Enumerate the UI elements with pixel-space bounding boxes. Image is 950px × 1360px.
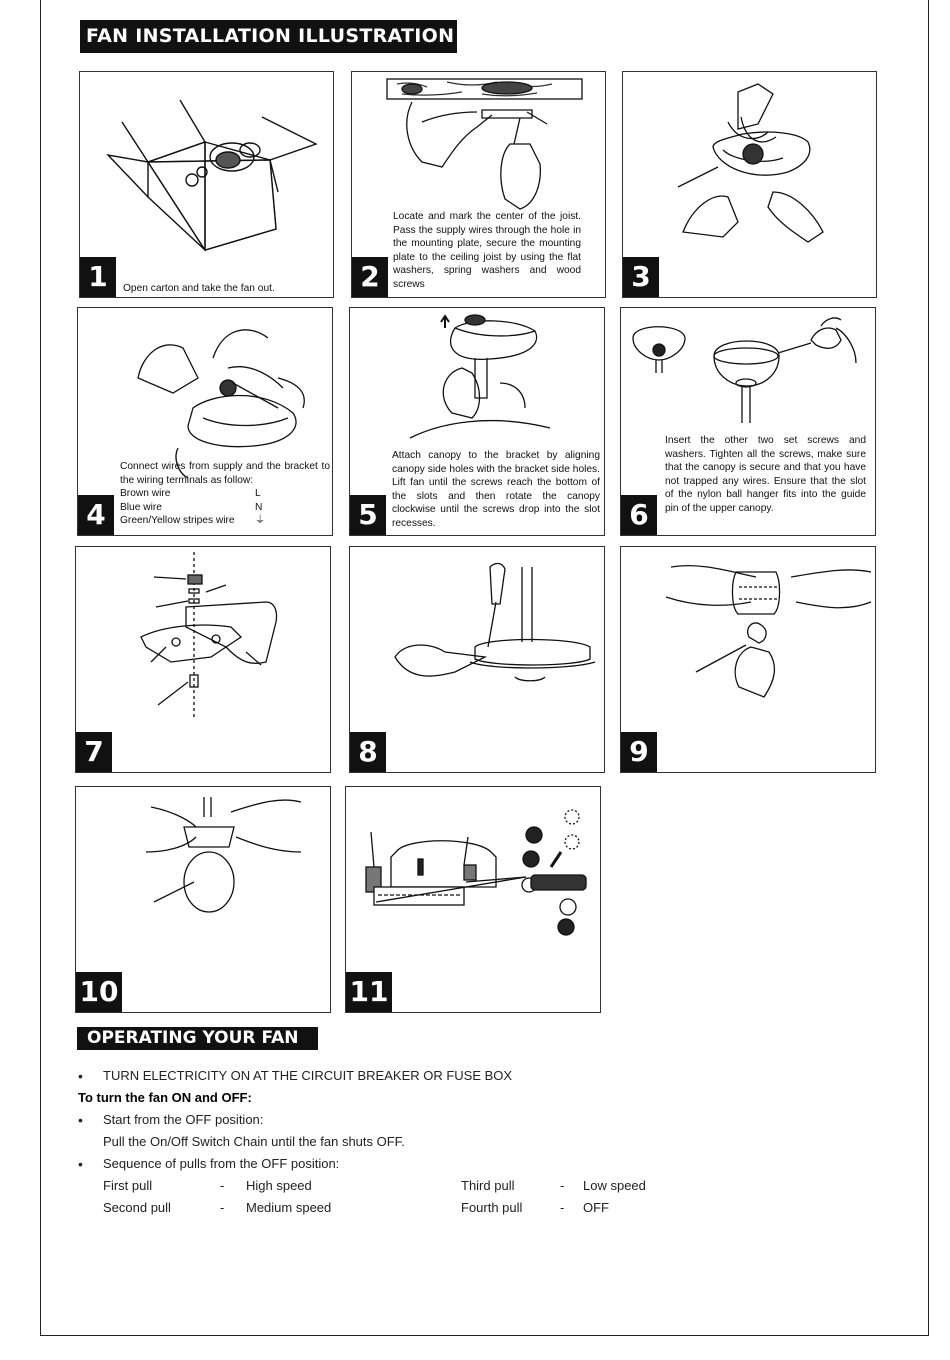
- pull-label: Fourth pull: [461, 1200, 523, 1215]
- pull-value: High speed: [246, 1178, 312, 1193]
- step-8-number: 8: [350, 732, 386, 772]
- step-1-panel: [79, 71, 334, 298]
- pull-value: Medium speed: [246, 1200, 332, 1215]
- light-kit-bulb-illustration: [621, 547, 876, 773]
- bullet-icon: •: [78, 1112, 83, 1128]
- pull-dash: -: [220, 1178, 225, 1193]
- pull-label: First pull: [103, 1178, 153, 1193]
- step-6-number: 6: [621, 495, 657, 535]
- pull-dash: -: [560, 1178, 565, 1193]
- step-5-number: 5: [350, 495, 386, 535]
- attach-blades-illustration: [350, 547, 605, 773]
- wire-name: Brown wire: [120, 488, 171, 499]
- step-5-caption: Attach canopy to the bracket by aligning canopy side holes with the bracket side holes. Lift fan until the screws reach the bottom of the slots and then rotate the canopy clockwise until the screws drop into the slot recesses.: [392, 450, 600, 529]
- pull-dash: -: [220, 1200, 225, 1215]
- step-6-panel: [620, 307, 876, 536]
- step-2-panel: [351, 71, 606, 298]
- step-4-caption: [120, 460, 330, 528]
- instruction-text: Start from the OFF position:: [103, 1112, 264, 1127]
- wire-name: Blue wire: [120, 501, 162, 513]
- step-7-number: 7: [76, 732, 112, 772]
- step-9-number: 9: [621, 732, 657, 772]
- wire-name: Green/Yellow stripes wire: [120, 515, 235, 526]
- instruction-text: Pull the On/Off Switch Chain until the fan shuts OFF.: [103, 1134, 405, 1149]
- ground-symbol-icon: ⏚: [255, 515, 266, 526]
- pull-label: Third pull: [461, 1178, 515, 1193]
- step-4-number: 4: [78, 495, 114, 535]
- step-4-panel: [77, 307, 333, 536]
- wire-row: [120, 514, 265, 528]
- pull-dash: -: [560, 1200, 565, 1215]
- step-3-number: 3: [623, 257, 659, 297]
- step-3-panel: [622, 71, 877, 298]
- step-6-caption: Insert the other two set screws and washers. Tighten all the screws, make sure that the canopy is secure and that you have not trapped any wires. Ensure that the slot of the nylon ball hanger fits into the guide pin of the upper canopy.: [665, 435, 866, 514]
- step-4-intro: Connect wires from supply and the bracket to the wiring terminals as follow:: [120, 461, 330, 486]
- bracket-wiring-illustration: [623, 72, 877, 298]
- step-7-panel: [75, 546, 331, 773]
- step-10-number: 10: [76, 972, 122, 1012]
- step-10-panel: [75, 786, 331, 1013]
- blade-bracket-exploded-illustration: [76, 547, 331, 773]
- open-carton-illustration: [80, 72, 334, 298]
- step-9-panel: [620, 546, 876, 773]
- wire-row: [120, 501, 265, 515]
- wire-terminal: N: [255, 501, 263, 513]
- instruction-text: TURN ELECTRICITY ON AT THE CIRCUIT BREAKER OR FUSE BOX: [103, 1068, 513, 1083]
- pull-row: [78, 1200, 878, 1220]
- section-title-operating: OPERATING YOUR FAN: [77, 1027, 318, 1050]
- page-title: FAN INSTALLATION ILLUSTRATION: [80, 20, 457, 53]
- step-1-number: 1: [80, 257, 116, 297]
- step-2-caption: Locate and mark the center of the joist. Pass the supply wires through the hole in the mounting plate, secure the mounting plate to the ceiling joist by using the flat washers, spring washers and wood screws: [393, 211, 581, 290]
- step-2-number: 2: [352, 257, 388, 297]
- step-1-caption: Open carton and take the fan out.: [123, 283, 275, 294]
- pull-value: OFF: [583, 1200, 609, 1215]
- step-5-panel: [349, 307, 605, 536]
- step-8-panel: [349, 546, 605, 773]
- wire-terminal: L: [255, 488, 261, 499]
- pull-label: Second pull: [103, 1200, 171, 1215]
- wire-table: [120, 487, 265, 528]
- step-11-number: 11: [346, 972, 392, 1012]
- bullet-icon: •: [78, 1156, 83, 1172]
- wire-row: [120, 487, 265, 501]
- bullet-icon: •: [78, 1068, 83, 1084]
- pull-row: [78, 1178, 878, 1198]
- step-11-panel: [345, 786, 601, 1013]
- subheading: To turn the fan ON and OFF:: [78, 1090, 252, 1105]
- pull-value: Low speed: [583, 1178, 646, 1193]
- instruction-text: Sequence of pulls from the OFF position:: [103, 1156, 340, 1171]
